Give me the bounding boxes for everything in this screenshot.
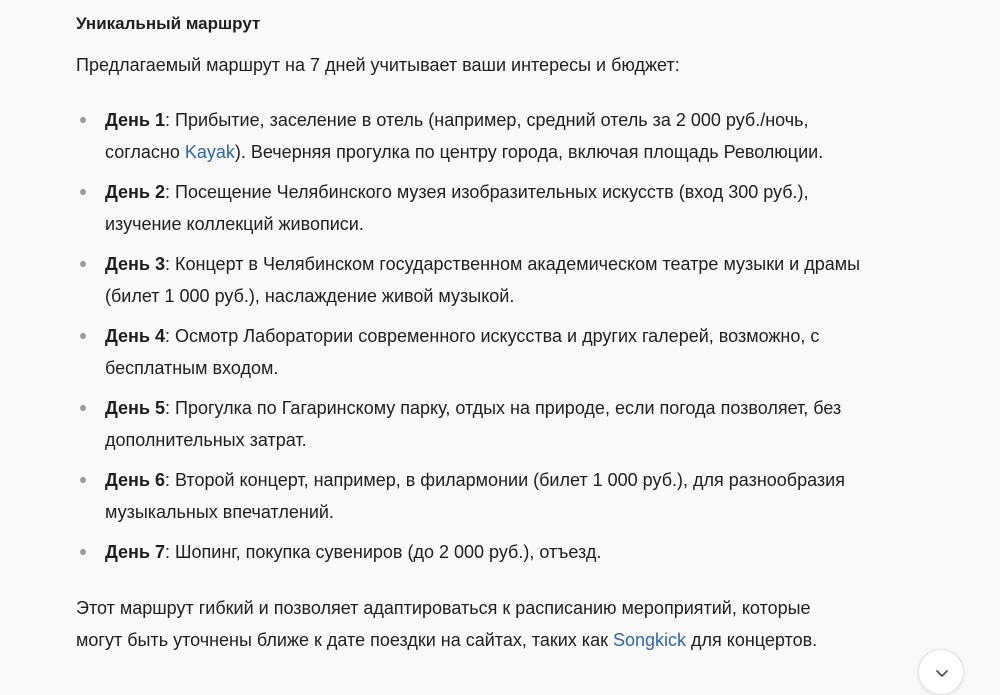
day-text: : Осмотр Лаборатории современного искусства и других галерей, возможно, с [165,326,820,346]
day-label: День 5 [105,398,166,418]
closing-text: для концертов. [686,630,818,650]
closing-paragraph [76,592,817,656]
closing-text: могут быть уточнены ближе к дате поездки на сайтах, таких как [76,630,613,650]
section-heading: Уникальный маршрут [76,14,261,33]
day-text: (билет 1 000 руб.), наслаждение живой музыкой. [105,286,515,306]
bullet-icon [80,405,86,411]
day-label: День 1 [105,110,166,130]
scroll-down-button[interactable] [918,649,964,695]
day-text: : Прогулка по Гагаринскому парку, отдых на природе, если погода позволяет, без [165,398,842,418]
day-text: изучение коллекций живописи. [105,214,364,234]
bullet-icon [80,261,86,267]
kayak-link[interactable]: Kayak [184,142,235,162]
list-item-day-2 [76,176,936,240]
bullet-icon [80,477,86,483]
bullet-icon [80,117,86,123]
bullet-icon [80,189,86,195]
day-label: День 7 [105,542,166,562]
day-text: дополнительных затрат. [105,430,307,450]
day-text: : Второй концерт, например, в филармонии (билет 1 000 руб.), для разнообразия [165,470,845,490]
itinerary-list [76,104,936,576]
closing-text: Этот маршрут гибкий и позволяет адаптироваться к расписанию мероприятий, которые [76,598,811,618]
day-text: музыкальных впечатлений. [105,502,334,522]
day-label: День 2 [105,182,166,202]
list-item-day-7 [76,536,936,568]
list-item-day-6 [76,464,936,528]
day-text: : Посещение Челябинского музея изобразительных искусств (вход 300 руб.), [165,182,809,202]
songkick-link[interactable]: Songkick [612,630,687,650]
chevron-down-icon [933,664,951,682]
day-text: согласно [105,142,185,162]
day-label: День 4 [105,326,166,346]
bullet-icon [80,549,86,555]
day-text: : Шопинг, покупка сувениров (до 2 000 руб.), отъезд. [165,542,602,562]
day-text: бесплатным входом. [105,358,279,378]
list-item-day-3 [76,248,936,312]
list-item-day-5 [76,392,936,456]
day-label: День 6 [105,470,166,490]
day-text: : Прибытие, заселение в отель (например, средний отель за 2 000 руб./ночь, [165,110,809,130]
bullet-icon [80,333,86,339]
list-item-day-1 [76,104,936,168]
day-text: : Концерт в Челябинском государственном академическом театре музыки и драмы [165,254,861,274]
day-text: ). Вечерняя прогулка по центру города, включая площадь Революции. [234,142,824,162]
intro-paragraph: Предлагаемый маршрут на 7 дней учитывает ваши интересы и бюджет: [76,55,680,75]
day-label: День 3 [105,254,166,274]
list-item-day-4 [76,320,936,384]
